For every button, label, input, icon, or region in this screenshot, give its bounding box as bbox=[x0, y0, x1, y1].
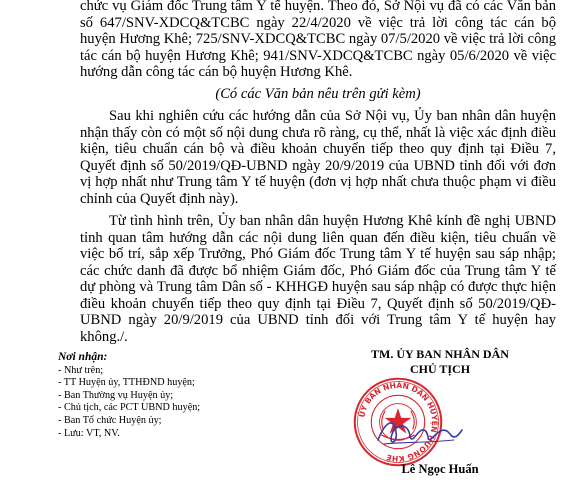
paragraph-2: Sau khi nghiên cứu các hướng dẫn của Sở Nội vụ, Ủy ban nhân dân huyện nhận thấy còn có một số nội dung chưa rõ ràng, cụ thể, nhất là việc xác định điều kiện, tiêu chuẩn cán bộ và điều khoản chuyển tiếp theo quy định tại Điều 7, Quyết định số 50/2019/QĐ-UBND ngày 20/9/2019 của UBND tỉnh đối với đơn vị hợp nhất như Trung tâm Y tế huyện (đơn vị hợp nhất chưa thuộc phạm vi điều chỉnh của Quyết định này). bbox=[80, 108, 556, 207]
paragraph-1: chức vụ Giám đốc Trung tâm Y tế huyện. Theo đó, Sở Nội vụ đã có các Văn bản số 647/SNV-XDCQ&TCBC ngày 22/4/2020 về việc trả lời công tác cán bộ huyện Hương Khê; 725/SNV-XDCQ&TCBC ngày 07/5/2020 về việc trả lời công tác cán bộ huyện Hương Khê; 941/SNV-XDCQ&TCBC ngày 05/6/2020 về việc hướng dẫn công tác cán bộ huyện Hương Khê. bbox=[80, 0, 556, 80]
recipients-block bbox=[58, 351, 278, 440]
recipient-item: - Ban Tổ chức Huyện ủy; bbox=[58, 414, 162, 426]
signer-block bbox=[300, 347, 580, 377]
document-body bbox=[80, 0, 556, 345]
recipient-item: - Ban Thường vụ Huyện ủy; bbox=[58, 389, 174, 401]
attachment-note: (Có các Văn bản nêu trên gửi kèm) bbox=[215, 85, 421, 102]
paragraph-3: Từ tình hình trên, Ủy ban nhân dân huyện Hương Khê kính đề nghị UBND tỉnh quan tâm hướng dẫn các nội dung liên quan đến điều kiện, tiêu chuẩn về việc bố trí, sắp xếp Trưởng, Phó Giám đốc Trung tâm Y tế huyện sau sáp nhập; các chức danh đã được bổ nhiệm Giám đốc, Phó Giám đốc của Trung tâm Y tế dự phòng và Trung tâm Dân số - KHHGĐ huyện sau sáp nhập có được thực hiện điều khoản chuyển tiếp theo quy định tại Điều 7, Quyết định số 50/2019/QĐ-UBND ngày 20/9/2019 của UBND tỉnh đối với Trung tâm Y tế huyện hay không./. bbox=[80, 213, 556, 345]
recipients-title: Nơi nhận: bbox=[58, 351, 108, 363]
recipient-item: - Chủ tịch, các PCT UBND huyện; bbox=[58, 402, 201, 414]
recipient-item: - Lưu: VT, NV. bbox=[58, 427, 120, 439]
signer-name: Lê Ngọc Huấn bbox=[401, 462, 479, 476]
recipient-item: - Như trên; bbox=[58, 364, 104, 376]
seal-text: ỦY BAN NHÂN DÂN HUYỆN HƯƠNG KHÊ bbox=[357, 380, 440, 464]
handwritten-signature bbox=[374, 412, 464, 452]
signer-organization: TM. ỦY BAN NHÂN DÂN bbox=[371, 347, 509, 361]
recipient-item: - TT Huyện ủy, TTHĐND huyện; bbox=[58, 377, 195, 389]
signer-title: CHỦ TỊCH bbox=[409, 362, 471, 376]
